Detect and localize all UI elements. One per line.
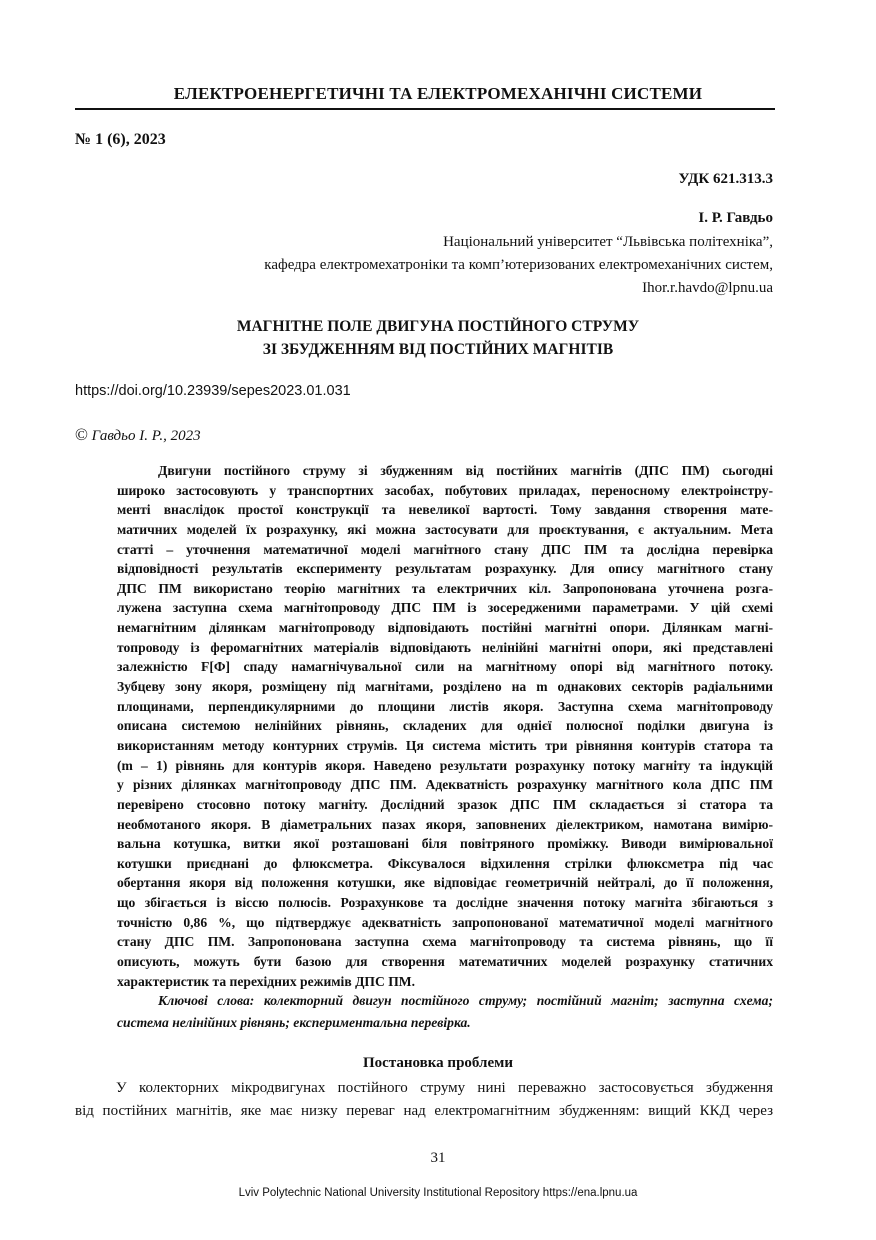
abstract — [117, 461, 773, 991]
abstract-line: лужена заступна схема магнітопроводу ДПС ПМ із зосередженими параметрами. У цій схемі — [117, 600, 773, 616]
abstract-line: перевірено стосовно потоку магніту. Дослідний зразок ДПС ПМ складається зі статора та — [117, 796, 773, 812]
abstract-line: Двигуни постійного струму зі збудженням від постійних магнітів (ДПС ПМ) сьогодні — [158, 463, 773, 478]
abstract-line: описана системою нелінійних рівнянь, складених для однієї полюсної поділки двигуна із — [117, 718, 773, 734]
header-rule — [75, 108, 775, 110]
abstract-line: у різних ділянках магнітопроводу ДПС ПМ. Адекватність розрахунку магнітного кола ДПС ПМ — [117, 777, 773, 793]
abstract-line: менті внаслідок простої конструкції та невеликої вартості. Тому завдання створення мате- — [117, 502, 773, 518]
abstract-line: котушки приєднані до флюксметра. Фіксувалося відхилення стрілки флюксметра під час — [117, 855, 773, 871]
issue-number: № 1 (6), 2023 — [75, 131, 166, 148]
abstract-line: статті – уточнення математичної моделі магнітного стану ДПС ПМ та дослідна перевірка — [117, 541, 773, 557]
body-text — [75, 1077, 773, 1123]
abstract-line: залежністю F[Ф] спаду намагнічувальної сили на магнітному опорі від магнітного потоку. — [117, 659, 773, 675]
article-title-line-1: МАГНІТНЕ ПОЛЕ ДВИГУНА ПОСТІЙНОГО СТРУМУ — [236, 318, 640, 335]
copyright-symbol: © — [75, 425, 88, 444]
repository-footer: Lviv Polytechnic National University Institutional Repository https://ena.lpnu.ua — [238, 1187, 638, 1199]
abstract-line: відповідності результатів експерименту результатам розрахунку. Для опису магнітного стану — [117, 561, 773, 577]
abstract-line: обертання якоря від положення котушки, яке відповідає геометричній нейтралі, до її положення, — [117, 875, 773, 891]
abstract-line: точністю 0,86 %, що підтверджує адекватність запропонованої математичної моделі магнітного — [117, 914, 773, 930]
author-email[interactable]: Ihor.r.havdo@lpnu.ua — [642, 280, 773, 296]
abstract-line: немагнітним ділянкам магнітопроводу відповідають постійні магнітні опори. Ділянкам магні- — [117, 620, 773, 636]
abstract-line: що збігається із віссю полюсів. Розрахункове та дослідне значення потоку магніта збігаються з — [117, 895, 773, 911]
abstract-line: площинами, перпендикулярними до площини листів якоря. Заступна схема магнітопроводу — [117, 698, 773, 714]
doi-link[interactable]: https://doi.org/10.23939/sepes2023.01.031 — [75, 383, 351, 399]
copyright-text: Гавдьо І. Р., 2023 — [87, 428, 201, 444]
journal-header: ЕЛЕКТРОЕНЕРГЕТИЧНІ ТА ЕЛЕКТРОМЕХАНІЧНІ СИСТЕМИ — [173, 84, 703, 103]
abstract-line: використанням методу контурних струмів. Ця система містить три рівняння контурів статора та — [117, 737, 773, 753]
copyright-notice — [75, 425, 201, 445]
keywords-line: Ключові слова: колекторний двигун постійного струму; постійний магніт; заступна схема; — [158, 993, 773, 1008]
abstract-line: широко застосовують у транспортних засобах, побутових приладах, переносному електроінстру- — [117, 482, 773, 498]
author-affiliation-2: кафедра електромехатроніки та комп’ютеризованих електромеханічних систем, — [264, 257, 773, 273]
abstract-line: необмотаного якоря. В діаметральних пазах якоря, заповнених діелектриком, намотана вимірю- — [117, 816, 773, 832]
abstract-line: матичних моделей їх розрахунку, які можна застосувати для проєктування, є актуальним. Мета — [117, 521, 773, 537]
abstract-line: описують, можуть бути базою для створення математичних моделей розрахунку статичних — [117, 954, 773, 970]
author-name: І. Р. Гавдьо — [698, 210, 773, 226]
abstract-line: вальна котушка, витки якої розташовані біля повітряного проміжку. Виводи вимірювальної — [117, 836, 773, 852]
body-line: від постійних магнітів, яке має низку переваг над електромагнітним збудженням: вищий ККД через — [75, 1103, 773, 1119]
page-number: 31 — [430, 1150, 446, 1166]
udk-code: УДК 621.313.3 — [678, 171, 773, 187]
body-line: У колекторних мікродвигунах постійного струму нині переважно застосовується збудження — [116, 1080, 773, 1096]
article-title-line-2: ЗІ ЗБУДЖЕННЯМ ВІД ПОСТІЙНИХ МАГНІТІВ — [262, 341, 614, 358]
abstract-line: характеристик та перехідних режимів ДПС ПМ. — [117, 973, 416, 989]
abstract-line: Зубцеву зону якоря, розміщену під магнітами, розділено на m однакових секторів радіальними — [117, 679, 773, 695]
abstract-line: топроводу із феромагнітних матеріалів відповідають нелінійні магнітні опори, які представлені — [117, 639, 773, 655]
section-heading: Постановка проблеми — [363, 1055, 513, 1071]
abstract-line: ДПС ПМ використано теорію магнітних та електричних кіл. Запропонована уточнена розга- — [117, 580, 773, 596]
author-affiliation-1: Національний університет “Львівська політехніка”, — [443, 234, 773, 250]
abstract-line: стану ДПС ПМ. Запропонована заступна схема магнітопроводу та система рівнянь, що її — [117, 934, 773, 950]
abstract-line: (m – 1) рівнянь для контурів якоря. Наведено результати розрахунку потоку магніту та індукцій — [117, 757, 773, 773]
keywords-line: система нелінійних рівнянь; експериментальна перевірка. — [117, 1015, 471, 1030]
keywords — [117, 990, 773, 1034]
